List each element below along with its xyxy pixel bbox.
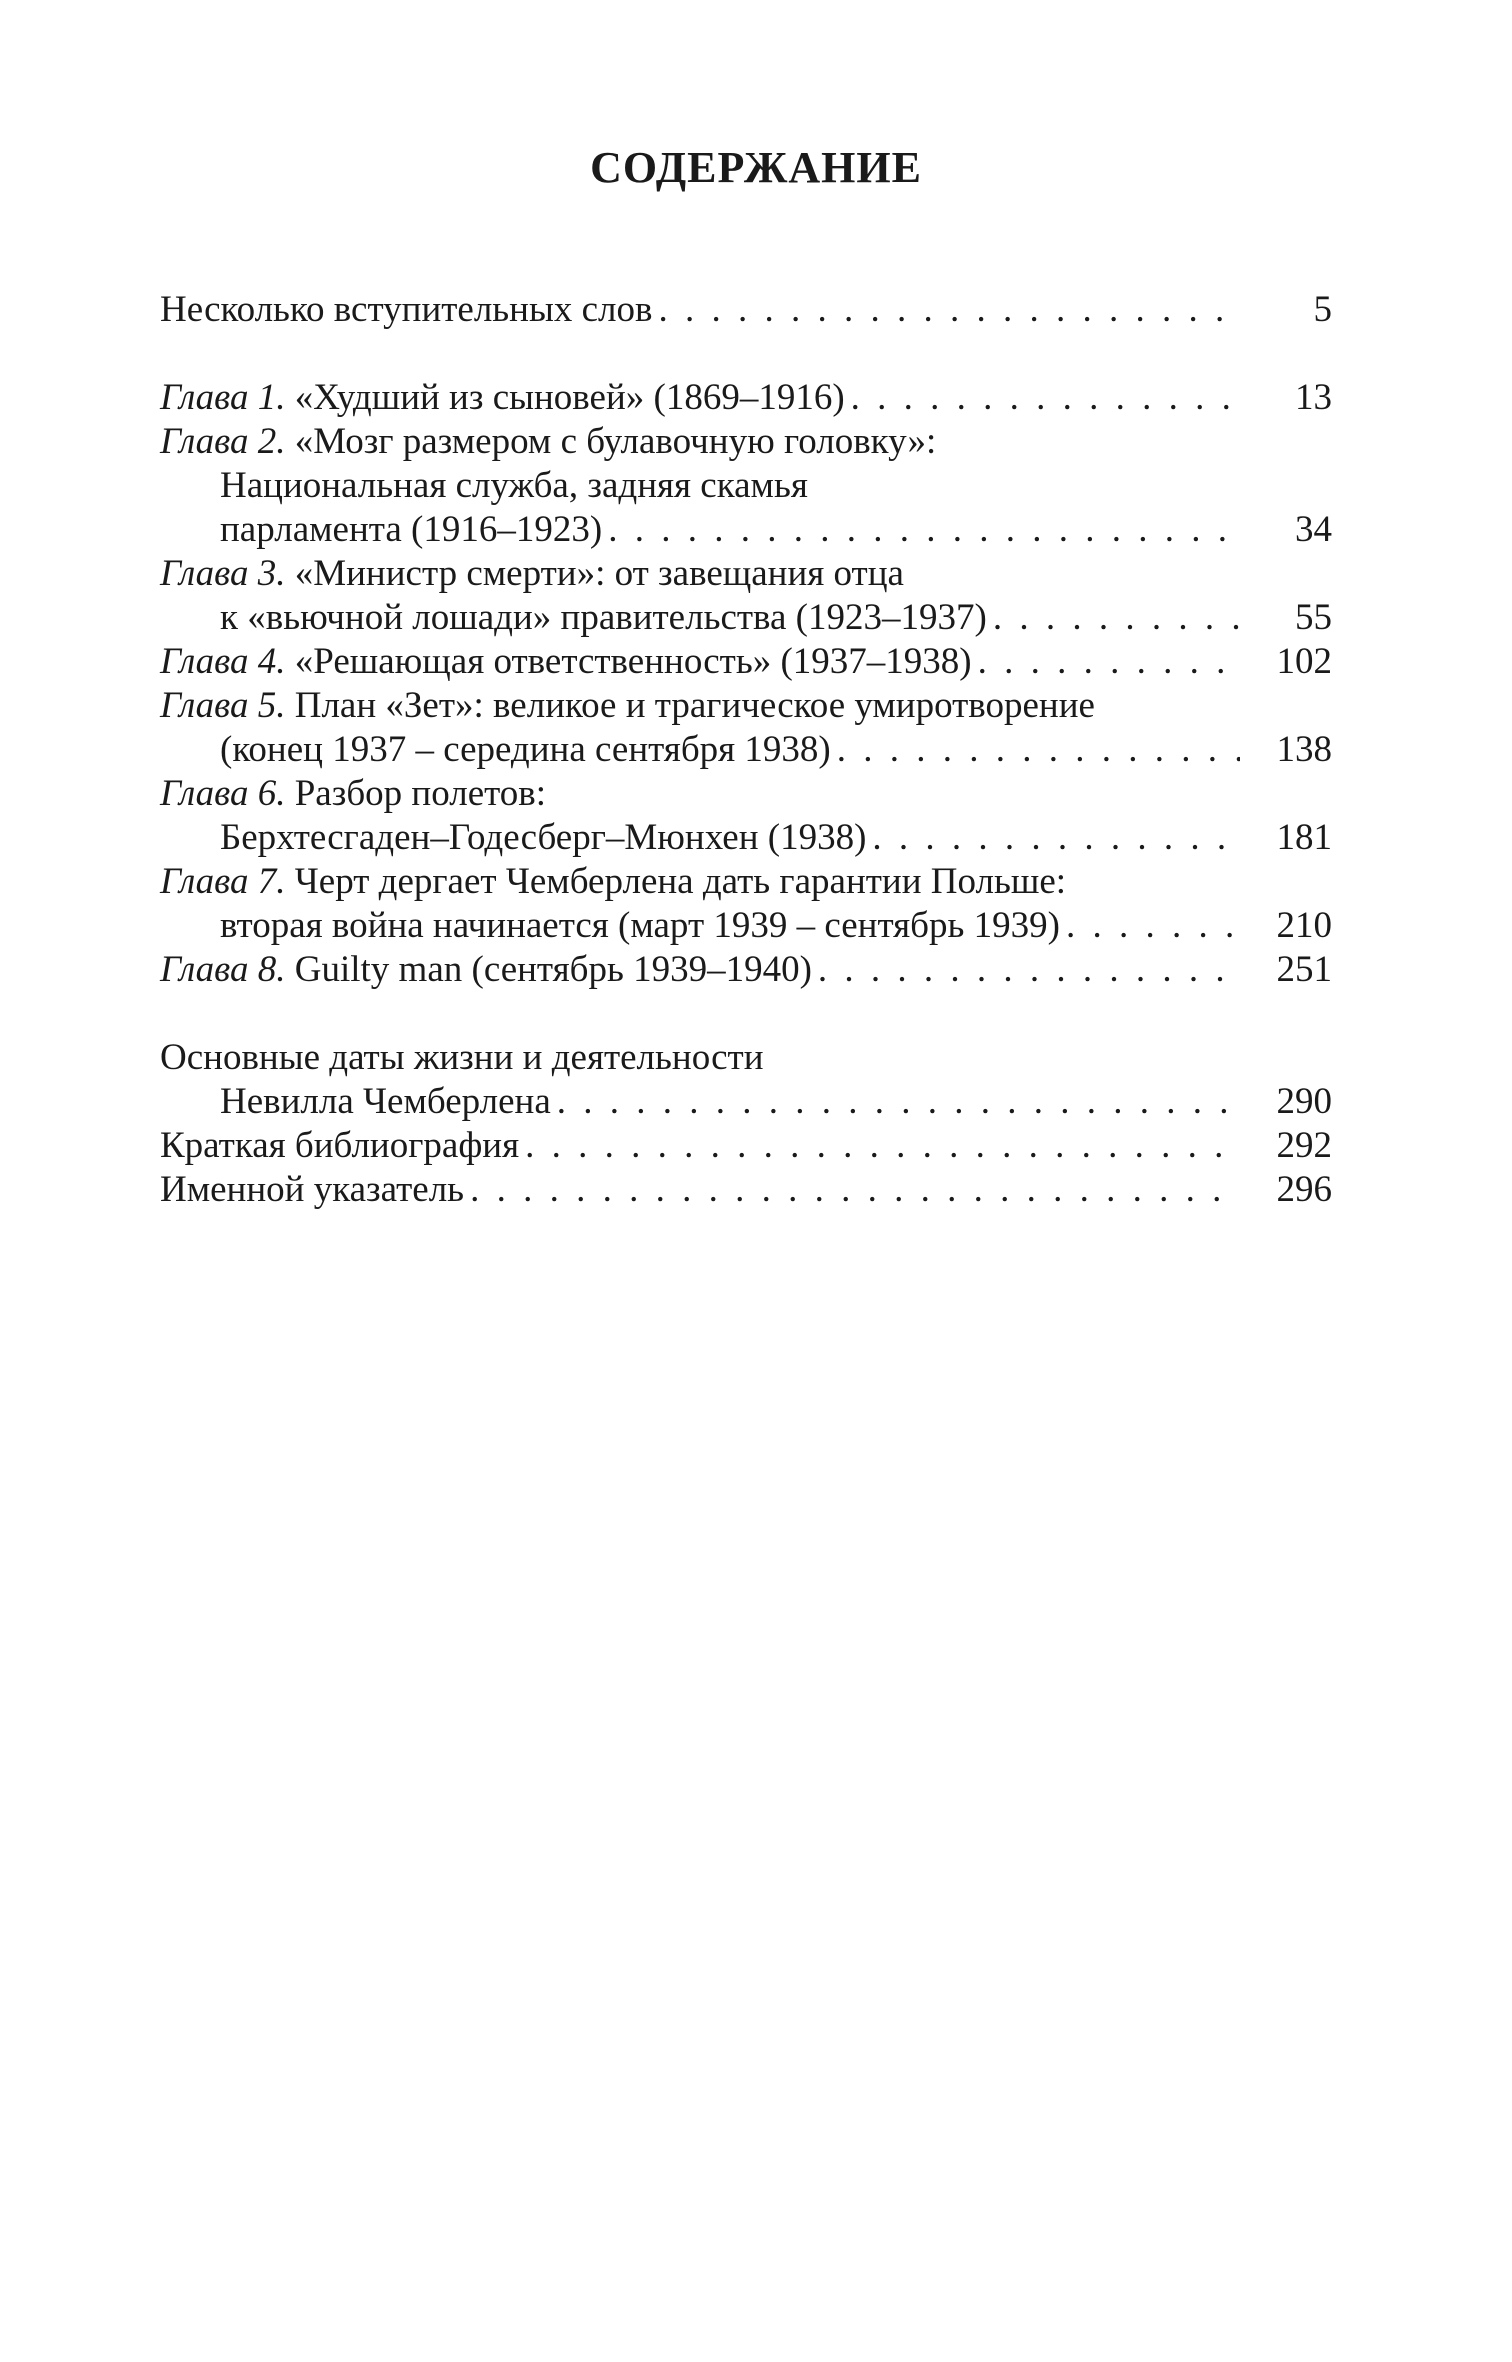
dot-leader <box>993 596 1240 640</box>
dot-leader <box>851 376 1240 420</box>
dot-leader <box>818 948 1240 992</box>
chapter-number: Глава 8. <box>160 949 286 990</box>
chapter-number: Глава 6. <box>160 773 286 814</box>
page-number: 181 <box>1276 817 1332 858</box>
entry-title-line: Разбор полетов: <box>294 773 547 814</box>
entry-title: «Решающая ответственность» (1937–1938) <box>294 641 972 682</box>
chapter-number: Глава 4. <box>160 641 286 682</box>
chapter-number: Глава 1. <box>160 377 286 418</box>
entry-title-line: Национальная служба, задняя скамья <box>220 465 808 506</box>
chapter-number: Глава 2. <box>160 421 286 462</box>
entry-title-line: (конец 1937 – середина сентября 1938) <box>220 729 831 770</box>
page-number: 34 <box>1295 509 1332 550</box>
entry-title-line: «Мозг размером с булавочную головку»: <box>294 421 937 462</box>
page-number: 13 <box>1295 377 1332 418</box>
dot-leader <box>872 816 1240 860</box>
entry-title-line: Основные даты жизни и деятельности <box>160 1037 764 1078</box>
dot-leader <box>978 640 1240 684</box>
entry-title: «Худший из сыновей» (1869–1916) <box>294 377 845 418</box>
dot-leader <box>608 508 1240 552</box>
entry-title-line: «Министр смерти»: от завещания отца <box>294 553 904 594</box>
dot-leader <box>1066 904 1240 948</box>
page-number: 290 <box>1276 1081 1332 1122</box>
entry-title: Краткая библиография <box>160 1125 520 1166</box>
entry-title: Guilty man (сентябрь 1939–1940) <box>294 949 812 990</box>
page-title: СОДЕРЖАНИЕ <box>590 143 922 192</box>
entry-title-line: парламента (1916–1923) <box>220 509 603 550</box>
page-number: 55 <box>1295 597 1332 638</box>
entry-title-line: вторая война начинается (март 1939 – сентябрь 1939) <box>220 905 1060 946</box>
entry-title-line: Черт дергает Чемберлена дать гарантии Польше: <box>294 861 1067 902</box>
chapter-number: Глава 5. <box>160 685 286 726</box>
entry-title-line: План «Зет»: великое и трагическое умиротворение <box>294 685 1095 726</box>
dot-leader <box>525 1124 1240 1168</box>
dot-leader <box>557 1080 1240 1124</box>
entry-title: Несколько вступительных слов <box>160 289 653 330</box>
entry-title: Именной указатель <box>160 1169 465 1210</box>
page-number: 292 <box>1276 1125 1332 1166</box>
page-number: 102 <box>1276 641 1332 682</box>
page-number: 251 <box>1276 949 1332 990</box>
entry-title-line: Берхтесгаден–Годесберг–Мюнхен (1938) <box>220 817 867 858</box>
dot-leader <box>470 1168 1240 1212</box>
page-number: 138 <box>1276 729 1332 770</box>
page-number: 296 <box>1276 1169 1332 1210</box>
page-number: 210 <box>1276 905 1332 946</box>
chapter-number: Глава 7. <box>160 861 286 902</box>
entry-title-line: к «вьючной лошади» правительства (1923–1937) <box>220 597 987 638</box>
entry-title-line: Невилла Чемберлена <box>220 1081 551 1122</box>
dot-leader <box>837 728 1240 772</box>
dot-leader <box>658 288 1240 332</box>
chapter-number: Глава 3. <box>160 553 286 594</box>
page-number: 5 <box>1313 289 1332 330</box>
